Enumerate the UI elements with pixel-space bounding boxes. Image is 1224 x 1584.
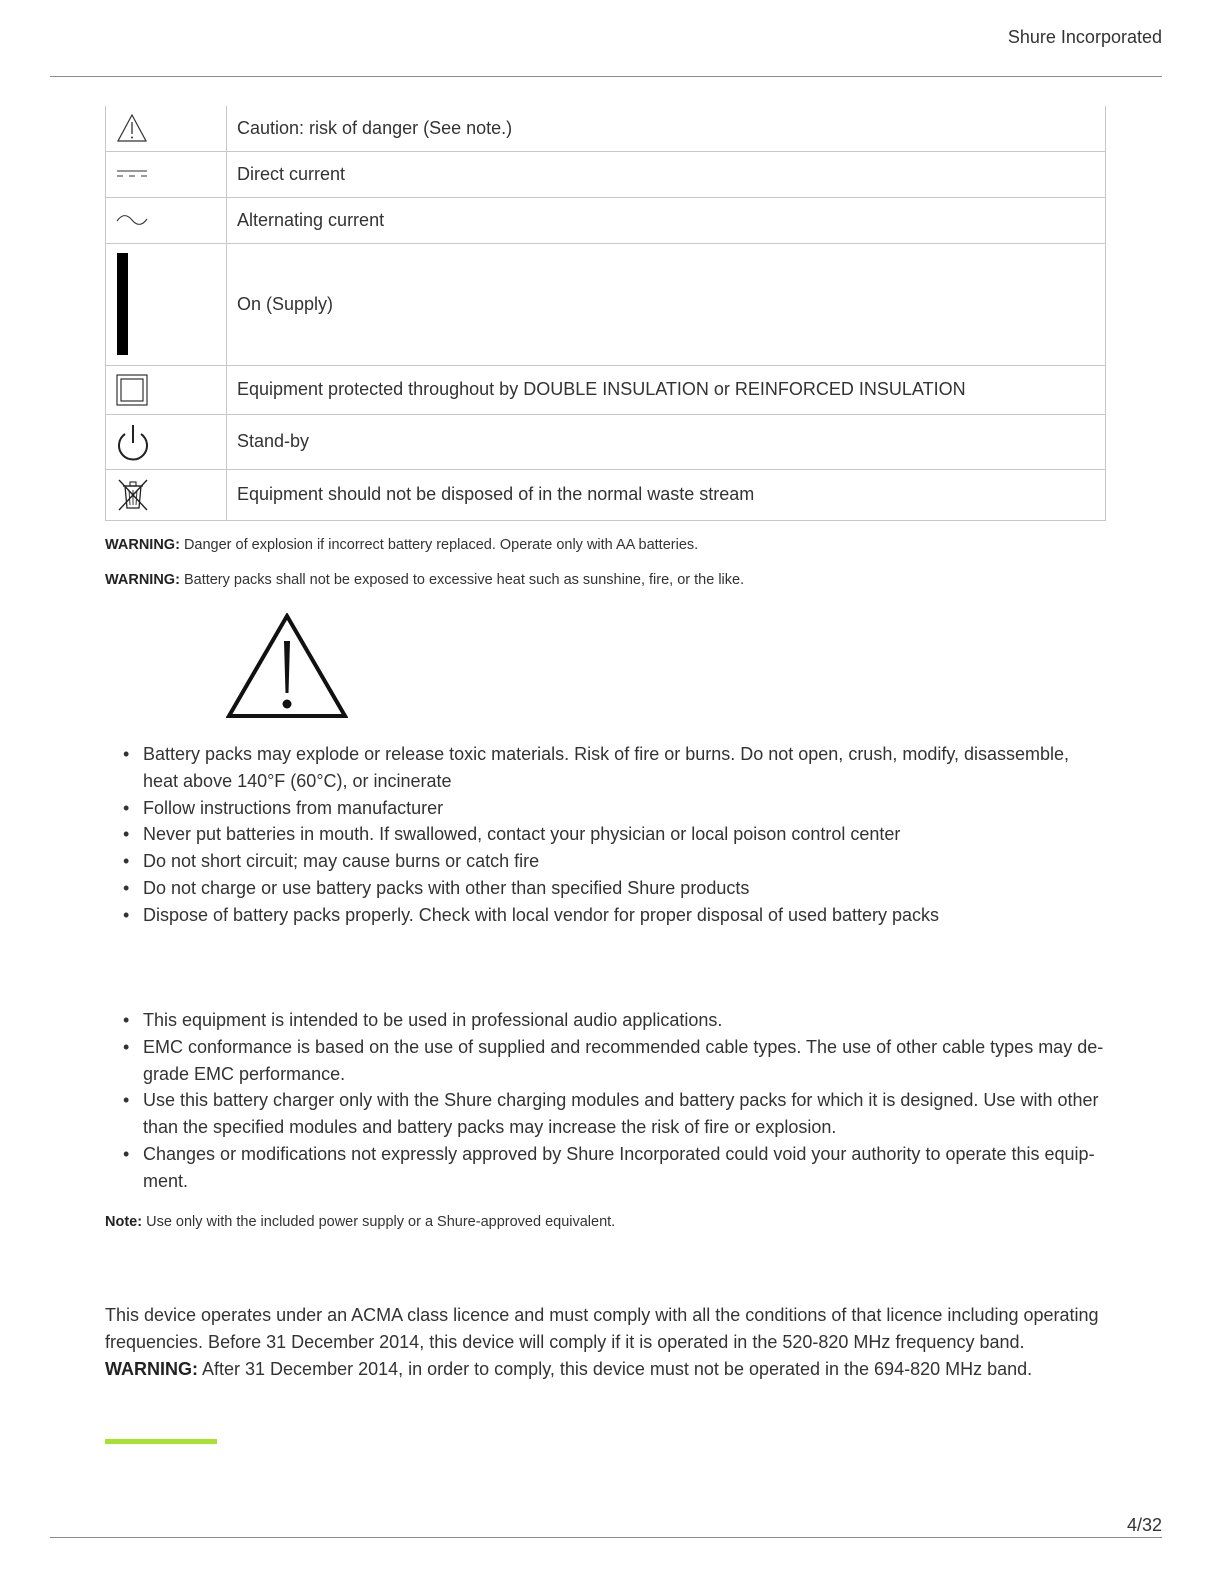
acma-paragraph — [105, 1302, 1105, 1382]
acma-text: This device operates under an ACMA class licence and must comply with all the conditions of that licence including operating frequencies. Before 31 December 2014, this device will comply if it is operated in the 520-820 MHz frequency band. — [105, 1305, 1099, 1352]
direct-current-icon — [116, 168, 148, 180]
symbol-description: Alternating current — [227, 197, 1106, 243]
table-row — [106, 414, 1106, 469]
symbols-table — [105, 106, 1106, 521]
footer-divider — [50, 1537, 1162, 1538]
symbol-cell — [106, 106, 227, 151]
section-accent-bar — [105, 1439, 217, 1444]
table-row — [106, 151, 1106, 197]
table-row — [106, 469, 1106, 520]
caution-triangle-icon — [226, 613, 348, 719]
list-item: • Never put batteries in mouth. If swallowed, contact your physician or local poison control center — [105, 821, 1105, 848]
battery-safety-list — [105, 741, 1105, 929]
symbol-cell — [106, 414, 227, 469]
symbol-cell — [106, 151, 227, 197]
list-item: • Battery packs may explode or release toxic materials. Risk of fire or burns. Do not open, crush, modify, disassemble, heat above 140°F (60°C), or incinerate — [105, 741, 1105, 795]
caution-triangle-icon — [116, 113, 148, 143]
double-insulation-icon — [116, 374, 148, 406]
acma-warning-label: WARNING: — [105, 1358, 198, 1379]
symbol-description: Direct current — [227, 151, 1106, 197]
list-item: • Do not charge or use battery packs with other than specified Shure products — [105, 875, 1105, 902]
symbol-description: Equipment should not be disposed of in the normal waste stream — [227, 469, 1106, 520]
warning-label: WARNING: — [105, 537, 180, 553]
symbol-cell — [106, 365, 227, 414]
list-item: • This equipment is intended to be used in professional audio applications. — [105, 1007, 1105, 1034]
equipment-notice-list — [105, 1007, 1105, 1195]
alternating-current-icon — [116, 213, 148, 227]
symbol-description: On (Supply) — [227, 243, 1106, 365]
symbol-description: Equipment protected throughout by DOUBLE INSULATION or REINFORCED INSULATION — [227, 365, 1106, 414]
symbol-cell — [106, 197, 227, 243]
warning-label: WARNING: — [105, 572, 180, 588]
list-item: • Do not short circuit; may cause burns or catch fire — [105, 848, 1105, 875]
table-row — [106, 197, 1106, 243]
list-item: • Follow instructions from manufacturer — [105, 795, 1105, 822]
note-text: Use only with the included power supply or a Shure-approved equivalent. — [146, 1214, 616, 1230]
page-number: 4/32 — [1126, 1515, 1162, 1535]
symbol-description: Caution: risk of danger (See note.) — [227, 106, 1106, 151]
symbol-cell — [106, 243, 227, 365]
list-item: • Dispose of battery packs properly. Check with local vendor for proper disposal of used battery packs — [105, 902, 1105, 929]
table-row — [106, 106, 1106, 151]
list-item: • Use this battery charger only with the Shure charging modules and battery packs for which it is designed. Use with other than the specified modules and battery packs may increase the risk of fire or explosion. — [105, 1087, 1105, 1141]
list-item: • EMC conformance is based on the use of supplied and recommended cable types. The use of other cable types may degrade EMC performance. — [105, 1034, 1105, 1088]
note-label: Note: — [105, 1214, 143, 1230]
symbol-cell — [106, 469, 227, 520]
table-row — [106, 243, 1106, 365]
warning-incorrect-battery — [105, 537, 698, 553]
list-item: • Changes or modifications not expressly approved by Shure Incorporated could void your authority to operate this equipment. — [105, 1141, 1105, 1195]
warning-text: Battery packs shall not be exposed to excessive heat such as sunshine, fire, or the like. — [183, 572, 745, 588]
standby-icon — [116, 423, 150, 461]
crossed-bin-icon — [116, 478, 150, 512]
warning-text: Danger of explosion if incorrect battery replaced. Operate only with AA batteries. — [183, 537, 699, 553]
acma-warning-text: After 31 December 2014, in order to comply, this device must not be operated in the 694-820 MHz band. — [202, 1358, 1033, 1379]
table-row — [106, 365, 1106, 414]
power-supply-note — [105, 1214, 615, 1230]
header-company: Shure Incorporated — [1007, 27, 1162, 47]
on-supply-icon — [116, 252, 130, 356]
symbol-description: Stand-by — [227, 414, 1106, 469]
header-divider — [50, 76, 1162, 77]
warning-excessive-heat — [105, 572, 744, 588]
